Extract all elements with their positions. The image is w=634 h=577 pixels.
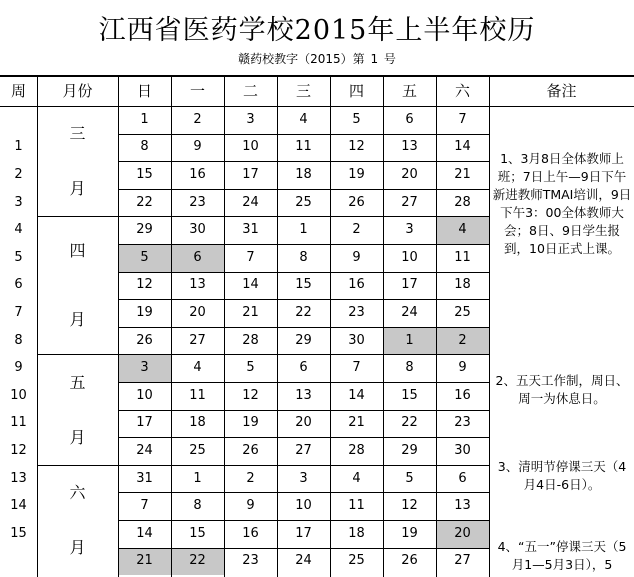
day-cell: 27	[295, 443, 312, 458]
grid-line	[118, 244, 489, 245]
day-cell: 7	[458, 111, 467, 127]
month-label-bottom: 月	[69, 538, 86, 558]
grid-line	[171, 75, 172, 577]
day-cell: 15	[189, 525, 206, 541]
day-cell: 29	[295, 332, 312, 348]
day-cell: 24	[295, 553, 312, 569]
grid-line	[489, 75, 490, 577]
grid-line	[118, 465, 489, 466]
day-cell: 23	[242, 553, 259, 569]
header-week: 周	[10, 82, 26, 100]
month-label-top: 六	[69, 483, 86, 503]
day-cell: 26	[136, 332, 153, 348]
remark-2: 2、五天工作制，周日、周一为休息日。	[495, 373, 629, 406]
day-cell: 25	[454, 305, 471, 320]
week-number: 12	[10, 443, 27, 458]
grid-line	[118, 299, 489, 300]
day-cell: 22	[189, 553, 206, 569]
day-cell: 25	[189, 443, 206, 458]
day-cell: 26	[401, 553, 418, 569]
grid-line	[118, 189, 489, 190]
day-cell: 15	[295, 277, 312, 293]
week-number: 3	[14, 194, 23, 210]
grid-line	[436, 75, 437, 577]
week-number: 14	[10, 498, 27, 514]
remark-3: 3、清明节停课三天（4月4日-6日）。	[497, 459, 627, 492]
month-label-bottom: 月	[69, 427, 86, 447]
week-number: 4	[14, 222, 23, 238]
day-cell: 27	[454, 553, 471, 569]
month-label-top: 四	[69, 240, 86, 260]
day-cell: 22	[295, 305, 312, 320]
day-cell: 24	[136, 443, 153, 458]
day-cell: 17	[401, 277, 418, 293]
header-day-0: 日	[136, 82, 152, 100]
day-cell: 18	[189, 415, 206, 431]
day-cell: 25	[348, 553, 365, 569]
grid-line	[0, 106, 634, 107]
day-cell: 16	[454, 387, 471, 403]
day-cell: 21	[136, 553, 153, 569]
month-label-top: 三	[69, 124, 86, 144]
grid-line	[37, 354, 118, 355]
grid-line	[118, 327, 489, 328]
grid-line	[118, 75, 119, 577]
month-label-bottom: 月	[69, 179, 86, 199]
day-cell: 10	[295, 498, 312, 514]
header-day-1: 一	[189, 82, 205, 100]
day-cell: 24	[401, 305, 418, 320]
day-cell: 3	[140, 360, 149, 376]
remark-4: 4、“五一”停课三天（5月1—5月3日），5	[497, 539, 627, 572]
title: 江西省医药学校2015年上半年校历	[98, 15, 536, 46]
day-cell: 10	[242, 139, 259, 155]
month-label-top: 五	[69, 372, 86, 392]
day-cell: 18	[454, 277, 471, 293]
header-day-6: 六	[454, 82, 470, 100]
day-cell: 29	[136, 222, 153, 238]
day-cell: 8	[299, 249, 308, 265]
header-day-5: 五	[401, 82, 417, 100]
header-day-3: 三	[295, 82, 311, 100]
grid-line	[118, 354, 489, 355]
grid-line	[118, 437, 489, 438]
day-cell: 18	[348, 525, 365, 541]
day-cell: 28	[348, 443, 365, 458]
day-cell: 5	[405, 470, 414, 486]
grid-line	[277, 75, 278, 577]
day-cell: 23	[189, 194, 206, 210]
day-cell: 12	[401, 498, 418, 514]
day-cell: 19	[136, 305, 153, 320]
day-cell: 9	[193, 139, 202, 155]
day-cell: 20	[401, 167, 418, 182]
grid-line	[118, 134, 489, 135]
week-number: 6	[14, 277, 23, 293]
day-cell: 13	[454, 498, 471, 514]
day-cell: 12	[136, 277, 153, 293]
grid-line	[118, 492, 489, 493]
day-cell: 16	[242, 525, 259, 541]
day-cell: 30	[189, 222, 206, 238]
grid-line	[37, 465, 118, 466]
day-cell: 13	[295, 387, 312, 403]
grid-line	[118, 548, 489, 549]
grid-line	[118, 216, 489, 217]
week-number: 11	[10, 415, 27, 431]
grid-line	[383, 75, 384, 577]
day-cell: 4	[458, 222, 467, 238]
grid-line	[118, 161, 489, 162]
day-cell: 4	[299, 111, 308, 127]
day-cell: 26	[242, 443, 259, 458]
day-cell: 10	[401, 249, 418, 265]
grid-line	[0, 75, 634, 77]
day-cell: 4	[193, 360, 202, 376]
day-cell: 21	[348, 415, 365, 431]
day-cell: 11	[189, 387, 206, 403]
day-cell: 9	[352, 249, 361, 265]
day-cell: 27	[189, 332, 206, 348]
week-number: 1	[14, 139, 23, 155]
day-cell: 22	[136, 194, 153, 210]
day-cell: 1	[140, 111, 149, 127]
subtitle: 赣药校教字（2015）第 1 号	[238, 52, 396, 66]
day-cell: 2	[246, 470, 255, 486]
week-number: 2	[14, 167, 23, 182]
grid-line	[224, 75, 225, 577]
day-cell: 16	[348, 277, 365, 293]
day-cell: 26	[348, 194, 365, 210]
week-number: 10	[10, 387, 27, 403]
header-day-4: 四	[348, 82, 364, 100]
day-cell: 31	[242, 222, 259, 238]
day-cell: 15	[401, 387, 418, 403]
day-cell: 7	[140, 498, 149, 514]
grid-line	[330, 75, 331, 577]
week-number: 9	[14, 360, 23, 376]
day-cell: 3	[405, 222, 414, 238]
day-cell: 11	[454, 249, 471, 265]
header-month: 月份	[62, 82, 93, 100]
grid-line	[37, 216, 118, 217]
day-cell: 20	[454, 525, 471, 541]
day-cell: 3	[246, 111, 255, 127]
day-cell: 2	[458, 332, 467, 348]
day-cell: 17	[136, 415, 153, 431]
day-cell: 5	[246, 360, 255, 376]
header-remarks: 备注	[546, 82, 577, 100]
day-cell: 21	[242, 305, 259, 320]
day-cell: 30	[454, 443, 471, 458]
grid-line	[118, 382, 489, 383]
grid-line	[118, 520, 489, 521]
day-cell: 13	[401, 139, 418, 155]
day-cell: 12	[348, 139, 365, 155]
day-cell: 14	[136, 525, 153, 541]
day-cell: 5	[352, 111, 361, 127]
day-cell: 13	[189, 277, 206, 293]
day-cell: 23	[348, 305, 365, 320]
day-cell: 23	[454, 415, 471, 431]
day-cell: 24	[242, 194, 259, 210]
day-cell: 1	[299, 222, 308, 238]
day-cell: 12	[242, 387, 259, 403]
day-cell: 20	[189, 305, 206, 320]
header-day-2: 二	[242, 82, 258, 100]
day-cell: 4	[352, 470, 361, 486]
day-cell: 22	[401, 415, 418, 431]
day-cell: 18	[295, 167, 312, 182]
day-cell: 16	[189, 167, 206, 182]
day-cell: 19	[401, 525, 418, 541]
grid-line	[118, 410, 489, 411]
month-label-bottom: 月	[69, 309, 86, 329]
day-cell: 6	[193, 249, 202, 265]
day-cell: 31	[136, 470, 153, 486]
week-number: 15	[10, 525, 27, 541]
day-cell: 14	[454, 139, 471, 155]
day-cell: 20	[295, 415, 312, 431]
day-cell: 28	[242, 332, 259, 348]
day-cell: 8	[193, 498, 202, 514]
grid-line	[37, 75, 38, 577]
day-cell: 6	[458, 470, 467, 486]
day-cell: 9	[458, 360, 467, 376]
week-number: 13	[10, 470, 27, 486]
day-cell: 2	[193, 111, 202, 127]
week-number: 7	[14, 305, 23, 320]
day-cell: 19	[348, 167, 365, 182]
day-cell: 28	[454, 194, 471, 210]
day-cell: 17	[295, 525, 312, 541]
day-cell: 3	[299, 470, 308, 486]
day-cell: 9	[246, 498, 255, 514]
day-cell: 1	[193, 470, 202, 486]
day-cell: 6	[405, 111, 414, 127]
week-number: 8	[14, 332, 23, 348]
day-cell: 5	[140, 249, 149, 265]
remark-1: 1、3月8日全体教师上班；7日上午—9日下午新进教师TMAI培训，9日下午3：00全体教师大会；8日、9日学生报到，10日正式上课。	[492, 151, 632, 256]
day-cell: 30	[348, 332, 365, 348]
day-cell: 1	[405, 332, 414, 348]
day-cell: 2	[352, 222, 361, 238]
week-number: 5	[14, 249, 23, 265]
day-cell: 8	[405, 360, 414, 376]
day-cell: 6	[299, 360, 308, 376]
day-cell: 27	[401, 194, 418, 210]
day-cell: 21	[454, 167, 471, 182]
day-cell: 11	[348, 498, 365, 514]
day-cell: 10	[136, 387, 153, 403]
day-cell: 7	[352, 360, 361, 376]
day-cell: 14	[242, 277, 259, 293]
day-cell: 7	[246, 249, 255, 265]
day-cell: 8	[140, 139, 149, 155]
day-cell: 29	[401, 443, 418, 458]
day-cell: 15	[136, 167, 153, 182]
day-cell: 19	[242, 415, 259, 431]
day-cell: 25	[295, 194, 312, 210]
day-cell: 17	[242, 167, 259, 182]
grid-line	[118, 272, 489, 273]
day-cell: 14	[348, 387, 365, 403]
day-cell: 11	[295, 139, 312, 155]
